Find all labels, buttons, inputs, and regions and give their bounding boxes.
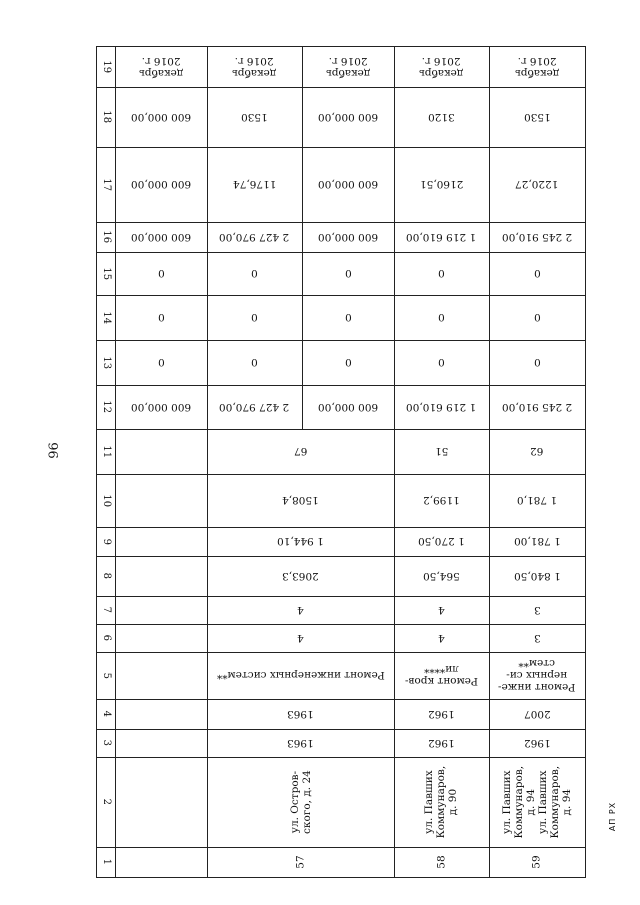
- column-number-6: [97, 624, 115, 652]
- cell-r2-c19-text: декабрь 2016 г.: [325, 55, 371, 80]
- cell-r1-c1-text: 57: [294, 855, 307, 869]
- cell-r4-c7-text: 3: [533, 604, 541, 617]
- cell-r4-c2-text: ул. Павших Коммунаров, д. 94 ул. Павших Коммунаров, д. 94: [500, 765, 574, 839]
- cell-r3-c1: [394, 847, 489, 877]
- cell-r3-c3: [394, 729, 489, 757]
- cell-r1-c10: [207, 474, 394, 527]
- cell-r1-c19: [207, 47, 302, 87]
- cell-r4-c5: [489, 652, 585, 699]
- cell-r3-c12: [394, 385, 489, 429]
- column-number-8-text: 8: [100, 572, 112, 580]
- cell-r1-c7: [207, 596, 394, 624]
- column-number-5-text: 5: [100, 672, 112, 679]
- cell-r1-c13-text: 0: [251, 356, 258, 369]
- cell-r4-c1-text: 59: [530, 855, 543, 869]
- cell-r1-c4: [207, 699, 394, 729]
- cell-r3-c7: [394, 596, 489, 624]
- cell-r2-c13-text: 0: [344, 356, 352, 369]
- cell-r4-c13: [489, 340, 585, 385]
- column-number-1-text: 1: [100, 858, 112, 866]
- cell-r0-c19-text: декабрь 2016 г.: [138, 55, 184, 80]
- cell-r2-c12-text: 600 000,00: [317, 401, 379, 414]
- cell-r3-c17: [394, 147, 489, 222]
- column-number-11-text: 11: [100, 445, 112, 458]
- cell-r3-c15: [394, 252, 489, 295]
- cell-r0-c19: [115, 47, 207, 87]
- cell-r3-c3-text: 1962: [428, 737, 455, 750]
- cell-r3-c9-text: 1 270,50: [418, 535, 465, 548]
- cell-r3-c7-text: 4: [438, 604, 445, 617]
- cell-r1-c14-text: 0: [251, 311, 258, 324]
- cell-r2-c19: [302, 47, 394, 87]
- cell-r2-c16-text: 600 000,00: [317, 231, 379, 244]
- cell-r3-c14-text: 0: [438, 311, 445, 324]
- cell-r4-c8-text: 1 840,50: [513, 570, 561, 583]
- cell-r1-c10-text: 1508,4: [282, 494, 319, 507]
- cell-r3-c4-text: 1962: [428, 708, 455, 721]
- column-number-18-text: 18: [100, 110, 112, 124]
- cell-r1-c2: [207, 757, 394, 847]
- cell-r0-c12: [115, 385, 207, 429]
- page-number: 96: [46, 442, 62, 459]
- cell-r3-c9: [394, 527, 489, 556]
- cell-r0-c18: [115, 87, 207, 147]
- cell-r3-c5-text: Ремонт кров- ли****: [405, 663, 478, 688]
- cell-r0-c15: [115, 252, 207, 295]
- column-number-17-text: 17: [100, 178, 112, 191]
- column-number-5: [97, 652, 115, 699]
- column-number-6-text: 6: [100, 634, 112, 642]
- cell-r3-c8: [394, 556, 489, 596]
- cell-r4-c4-text: 2007: [523, 708, 551, 721]
- cell-r1-c3: [207, 729, 394, 757]
- column-number-19: [97, 47, 115, 87]
- cell-r3-c17-text: 2160,51: [419, 178, 464, 191]
- cell-r2-c17: [302, 147, 394, 222]
- cell-r0-c14: [115, 295, 207, 340]
- cell-r1-c15: [207, 252, 302, 295]
- column-number-14: [97, 295, 115, 340]
- column-number-9: [97, 527, 115, 556]
- cell-r4-c15-text: 0: [533, 267, 541, 280]
- cell-r4-c2: [489, 757, 585, 847]
- cell-r3-c18: [394, 87, 489, 147]
- cell-r2-c12: [302, 385, 394, 429]
- cell-r3-c8-text: 564,50: [423, 570, 460, 583]
- cell-r1-c1: [207, 847, 394, 877]
- cell-r1-c12: [207, 385, 302, 429]
- cell-r4-c12-text: 2 245 910,00: [501, 401, 573, 414]
- cell-r1-c8-text: 2063,3: [282, 570, 319, 583]
- cell-r0-c13: [115, 340, 207, 385]
- cell-r1-c14: [207, 295, 302, 340]
- cell-r3-c19: [394, 47, 489, 87]
- cell-r3-c6-text: 4: [438, 632, 445, 645]
- cell-r4-c16-text: 2 245 910,00: [501, 231, 573, 244]
- cell-r3-c14: [394, 295, 489, 340]
- cell-r1-c17-text: 1176,74: [232, 178, 277, 191]
- column-number-13-text: 13: [100, 356, 112, 369]
- cell-r4-c19: [489, 47, 585, 87]
- column-number-9-text: 9: [100, 538, 112, 545]
- column-number-11: [97, 429, 115, 474]
- column-number-12-text: 12: [100, 400, 112, 414]
- cell-r1-c16-text: 2 427 970,00: [219, 231, 290, 244]
- cell-r4-c8: [489, 556, 585, 596]
- cell-r4-c14-text: 0: [533, 311, 541, 324]
- cell-r4-c15: [489, 252, 585, 295]
- cell-r4-c6: [489, 624, 585, 652]
- cell-r4-c12: [489, 385, 585, 429]
- cell-r3-c15-text: 0: [438, 267, 445, 280]
- cell-r4-c16: [489, 222, 585, 252]
- cell-r1-c3-text: 1963: [287, 737, 314, 750]
- cell-r4-c13-text: 0: [533, 356, 541, 369]
- cell-r1-c11: [207, 429, 394, 474]
- column-number-15-text: 15: [100, 267, 112, 280]
- column-number-3-text: 3: [100, 739, 112, 747]
- cell-r2-c15-text: 0: [344, 267, 352, 280]
- cell-r4-c10: [489, 474, 585, 527]
- cell-r4-c17-text: 1220,27: [515, 178, 559, 191]
- cell-r1-c11-text: 67: [293, 445, 308, 458]
- cell-r0-c17: [115, 147, 207, 222]
- cell-r0-c14-text: 0: [157, 311, 165, 324]
- cell-r0-c16: [115, 222, 207, 252]
- column-number-2: [97, 757, 115, 847]
- column-number-4: [97, 699, 115, 729]
- cell-r2-c14: [302, 295, 394, 340]
- cell-r4-c3: [489, 729, 585, 757]
- cell-r3-c10-text: 1199,2: [423, 494, 460, 507]
- cell-r1-c15-text: 0: [251, 267, 258, 280]
- column-number-4-text: 4: [100, 710, 112, 718]
- cell-r1-c6: [207, 624, 394, 652]
- cell-r1-c4-text: 1963: [287, 708, 314, 721]
- cell-r0-c13-text: 0: [157, 356, 165, 369]
- cell-r3-c18-text: 3120: [428, 111, 455, 124]
- cell-r1-c18: [207, 87, 302, 147]
- cell-r2-c18-text: 600 000,00: [317, 111, 379, 124]
- cell-r2-c17-text: 600 000,00: [317, 178, 379, 191]
- cell-r3-c16: [394, 222, 489, 252]
- column-number-2-text: 2: [100, 798, 112, 806]
- column-number-16: [97, 222, 115, 252]
- column-number-18: [97, 87, 115, 147]
- column-number-15: [97, 252, 115, 295]
- cell-r1-c9-text: 1 944,10: [277, 535, 324, 548]
- cell-r3-c12-text: 1 219 610,00: [406, 401, 477, 414]
- cell-r4-c19-text: декабрь 2016 г.: [514, 55, 560, 80]
- cell-r1-c9: [207, 527, 394, 556]
- column-number-16-text: 16: [100, 230, 112, 244]
- cell-r4-c7: [489, 596, 585, 624]
- cell-r1-c13: [207, 340, 302, 385]
- cell-r3-c16-text: 1 219 610,00: [406, 231, 477, 244]
- column-number-3: [97, 729, 115, 757]
- cell-r3-c4: [394, 699, 489, 729]
- column-number-7-text: 7: [100, 606, 112, 614]
- cell-r1-c19-text: декабрь 2016 г.: [232, 55, 277, 80]
- cell-r3-c5: [394, 652, 489, 699]
- cell-r4-c3-text: 1962: [523, 737, 551, 750]
- cell-r1-c5-text: Ремонт инженерных систем**: [216, 669, 385, 682]
- cell-r3-c13-text: 0: [438, 356, 445, 369]
- column-number-10-text: 10: [100, 494, 112, 507]
- cell-r4-c18: [489, 87, 585, 147]
- column-number-13: [97, 340, 115, 385]
- column-number-8: [97, 556, 115, 596]
- cell-r4-c14: [489, 295, 585, 340]
- cell-r3-c6: [394, 624, 489, 652]
- cell-r4-c11: [489, 429, 585, 474]
- cell-r4-c1: [489, 847, 585, 877]
- cell-r4-c18-text: 1530: [523, 111, 551, 124]
- column-number-7: [97, 596, 115, 624]
- column-number-10: [97, 474, 115, 527]
- cell-r0-c16-text: 600 000,00: [130, 231, 192, 244]
- column-number-19-text: 19: [100, 60, 112, 74]
- cell-r4-c9: [489, 527, 585, 556]
- cell-r2-c14-text: 0: [344, 311, 352, 324]
- cell-r1-c2-text: ул. Остров- ского, д. 24: [288, 770, 313, 834]
- cell-r1-c7-text: 4: [297, 604, 304, 617]
- cell-r4-c4: [489, 699, 585, 729]
- cell-r3-c2: [394, 757, 489, 847]
- cell-r3-c11: [394, 429, 489, 474]
- cell-r0-c18-text: 600 000,00: [130, 111, 192, 124]
- cell-r2-c18: [302, 87, 394, 147]
- cell-r1-c12-text: 2 427 970,00: [219, 401, 290, 414]
- cell-r2-c13: [302, 340, 394, 385]
- cell-r3-c13: [394, 340, 489, 385]
- column-number-1: [97, 847, 115, 877]
- cell-r1-c18-text: 1530: [241, 111, 268, 124]
- cell-r3-c10: [394, 474, 489, 527]
- cell-r4-c11-text: 62: [530, 445, 544, 458]
- cell-r1-c16: [207, 222, 302, 252]
- column-number-17: [97, 147, 115, 222]
- data-table: [96, 46, 586, 878]
- cell-r1-c8: [207, 556, 394, 596]
- column-number-12: [97, 385, 115, 429]
- cell-r3-c11-text: 51: [434, 445, 449, 458]
- cell-r2-c15: [302, 252, 394, 295]
- footer-code: АП РХ: [608, 801, 618, 832]
- cell-r1-c5: [207, 652, 394, 699]
- cell-r4-c10-text: 1 781,0: [516, 494, 558, 507]
- cell-r0-c15-text: 0: [157, 267, 165, 280]
- cell-r4-c6-text: 3: [533, 632, 541, 645]
- cell-r4-c5-text: Ремонт инже- нерных си- стем**: [498, 657, 576, 694]
- cell-r2-c16: [302, 222, 394, 252]
- cell-r3-c1-text: 58: [435, 855, 448, 869]
- cell-r4-c9-text: 1 781,00: [513, 535, 561, 548]
- column-number-14-text: 14: [100, 311, 112, 324]
- cell-r0-c17-text: 600 000,00: [130, 178, 192, 191]
- cell-r0-c12-text: 600 000,00: [130, 401, 192, 414]
- cell-r3-c2-text: ул. Павших Коммунаров, д. 90: [423, 765, 460, 839]
- cell-r4-c17: [489, 147, 585, 222]
- cell-r3-c19-text: декабрь 2016 г.: [419, 55, 464, 80]
- cell-r1-c6-text: 4: [297, 632, 304, 645]
- cell-r1-c17: [207, 147, 302, 222]
